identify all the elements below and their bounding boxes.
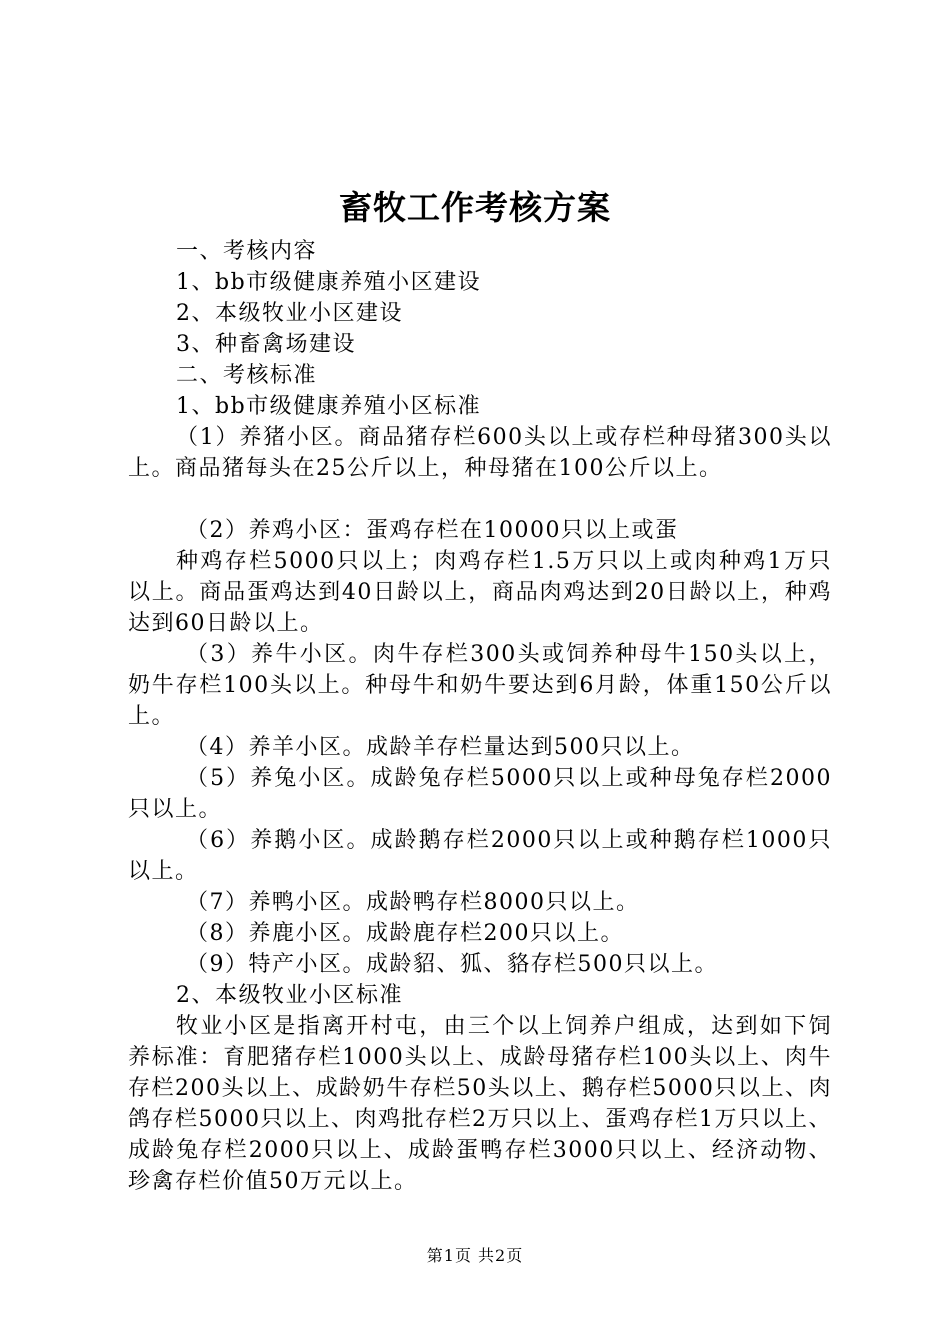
document-title: 畜牧工作考核方案 — [339, 188, 611, 227]
content-item-3: 3、种畜禽场建设 — [176, 332, 356, 357]
standard-heading-2: 2、本级牧业小区标准 — [176, 983, 403, 1008]
section-heading-standards: 二、考核标准 — [176, 363, 318, 388]
standard-chicken-cont: 种鸡存栏5000只以上；肉鸡存栏1.5万只以上或肉种鸡1万只以上。商品蛋鸡达到40日龄以上，商品肉鸡达到20日龄以上，种鸡达到60日龄以上。 — [128, 549, 832, 636]
standard-livestock-zone: 牧业小区是指离开村屯，由三个以上饲养户组成，达到如下饲养标准：育肥猪存栏1000头以上、成龄母猪存栏100头以上、肉牛存栏200头以上、成龄奶牛存栏50头以上、鹅存栏5000只以上、肉鸽存栏5000只以上、肉鸡批存栏2万只以上、蛋鸡存栏1万只以上、成龄兔存栏2000只以上、成龄蛋鸭存栏3000只以上、经济动物、珍禽存栏价值50万元以上。 — [128, 1014, 832, 1194]
document-body — [128, 236, 832, 1197]
content-item-2: 2、本级牧业小区建设 — [176, 301, 403, 326]
standard-duck: （7）养鸭小区。成龄鸭存栏8000只以上。 — [186, 890, 640, 915]
standard-chicken-start: （2）养鸡小区：蛋鸡存栏在10000只以上或蛋 — [186, 518, 679, 543]
page-number: 第1页 共2页 — [426, 1246, 524, 1265]
standard-heading-1: 1、bb市级健康养殖小区标准 — [176, 394, 482, 419]
standard-sheep: （4）养羊小区。成龄羊存栏量达到500只以上。 — [186, 735, 695, 760]
blank-line — [128, 484, 832, 515]
standard-rabbit: （5）养兔小区。成龄兔存栏5000只以上或种母兔存栏2000只以上。 — [128, 766, 832, 822]
standard-pig: （1）养猪小区。商品猪存栏600头以上或存栏种母猪300头以上。商品猪每头在25公斤以上，种母猪在100公斤以上。 — [128, 425, 832, 481]
standard-cattle: （3）养牛小区。肉牛存栏300头或饲养种母牛150头以上，奶牛存栏100头以上。种母牛和奶牛要达到6月龄，体重150公斤以上。 — [128, 642, 832, 729]
content-item-1: 1、bb市级健康养殖小区建设 — [176, 270, 482, 295]
standard-special: （9）特产小区。成龄貂、狐、貉存栏500只以上。 — [186, 952, 718, 977]
standard-deer: （8）养鹿小区。成龄鹿存栏200只以上。 — [186, 921, 624, 946]
section-heading-content: 一、考核内容 — [176, 239, 318, 264]
standard-goose: （6）养鹅小区。成龄鹅存栏2000只以上或种鹅存栏1000只以上。 — [128, 828, 832, 884]
